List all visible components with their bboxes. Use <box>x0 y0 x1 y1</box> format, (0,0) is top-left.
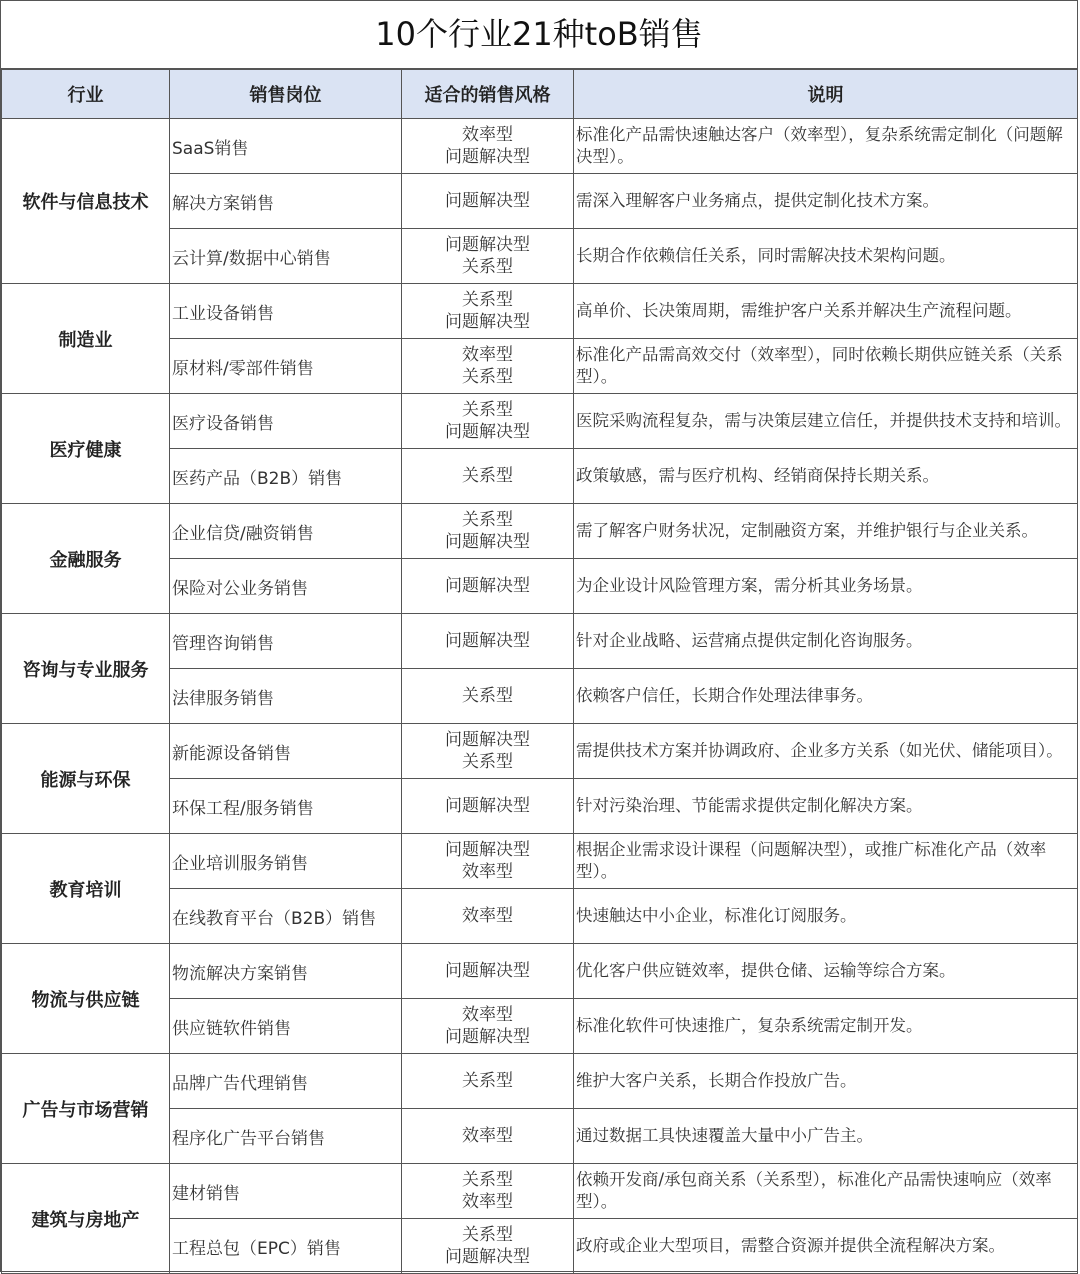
style-tag: 效率型 <box>462 1005 513 1025</box>
style-tag: 问题解决型 <box>445 576 530 596</box>
table-row <box>2 1164 1078 1219</box>
style-tag: 关系型 <box>462 752 513 772</box>
description-cell: 政府或企业大型项目，需整合资源并提供全流程解决方案。 <box>574 1219 1078 1274</box>
header-style: 适合的销售风格 <box>402 70 574 119</box>
description-cell: 通过数据工具快速覆盖大量中小广告主。 <box>574 1109 1078 1164</box>
table-row <box>2 1054 1078 1109</box>
page-title: 10个行业21种toB销售 <box>1 1 1077 69</box>
role-cell: 新能源设备销售 <box>170 724 402 779</box>
industry-cell: 广告与市场营销 <box>2 1054 170 1164</box>
role-cell: 企业信贷/融资销售 <box>170 504 402 559</box>
style-cell <box>402 174 574 229</box>
style-cell <box>402 614 574 669</box>
description-cell: 长期合作依赖信任关系，同时需解决技术架构问题。 <box>574 229 1078 284</box>
style-tag: 问题解决型 <box>445 147 530 167</box>
style-tag: 问题解决型 <box>445 631 530 651</box>
style-cell <box>402 999 574 1054</box>
description-cell: 标准化产品需快速触达客户（效率型），复杂系统需定制化（问题解决型）。 <box>574 119 1078 174</box>
description-cell: 优化客户供应链效率，提供仓储、运输等综合方案。 <box>574 944 1078 999</box>
header-industry: 行业 <box>2 70 170 119</box>
role-cell: 工程总包（EPC）销售 <box>170 1219 402 1274</box>
style-tag: 效率型 <box>462 906 513 926</box>
role-cell: 解决方案销售 <box>170 174 402 229</box>
style-tag: 效率型 <box>462 125 513 145</box>
style-tag: 关系型 <box>462 1225 513 1245</box>
style-tag: 关系型 <box>462 290 513 310</box>
style-tag: 效率型 <box>462 862 513 882</box>
style-cell <box>402 1164 574 1219</box>
industry-cell: 制造业 <box>2 284 170 394</box>
style-cell <box>402 559 574 614</box>
table-row <box>2 504 1078 559</box>
description-cell: 为企业设计风险管理方案，需分析其业务场景。 <box>574 559 1078 614</box>
style-cell <box>402 889 574 944</box>
description-cell: 标准化产品需高效交付（效率型），同时依赖长期供应链关系（关系型）。 <box>574 339 1078 394</box>
style-tag: 问题解决型 <box>445 422 530 442</box>
style-tag: 问题解决型 <box>445 312 530 332</box>
style-tag: 关系型 <box>462 1071 513 1091</box>
description-cell: 针对企业战略、运营痛点提供定制化咨询服务。 <box>574 614 1078 669</box>
role-cell: 保险对公业务销售 <box>170 559 402 614</box>
table-row <box>2 944 1078 999</box>
style-cell <box>402 339 574 394</box>
style-cell <box>402 1054 574 1109</box>
style-tag: 问题解决型 <box>445 235 530 255</box>
style-cell <box>402 944 574 999</box>
style-cell <box>402 1219 574 1274</box>
style-tag: 关系型 <box>462 257 513 277</box>
industry-cell: 医疗健康 <box>2 394 170 504</box>
role-cell: 法律服务销售 <box>170 669 402 724</box>
style-cell <box>402 1109 574 1164</box>
style-tag: 关系型 <box>462 686 513 706</box>
role-cell: 原材料/零部件销售 <box>170 339 402 394</box>
style-cell <box>402 834 574 889</box>
style-tag: 效率型 <box>462 1126 513 1146</box>
table-header-row <box>2 70 1078 119</box>
role-cell: 程序化广告平台销售 <box>170 1109 402 1164</box>
description-cell: 快速触达中小企业，标准化订阅服务。 <box>574 889 1078 944</box>
style-tag: 关系型 <box>462 367 513 387</box>
description-cell: 依赖开发商/承包商关系（关系型），标准化产品需快速响应（效率型）。 <box>574 1164 1078 1219</box>
style-cell <box>402 504 574 559</box>
description-cell: 针对污染治理、节能需求提供定制化解决方案。 <box>574 779 1078 834</box>
table-row <box>2 284 1078 339</box>
style-cell <box>402 724 574 779</box>
table-body <box>2 119 1078 1274</box>
style-tag: 问题解决型 <box>445 840 530 860</box>
style-tag: 问题解决型 <box>445 730 530 750</box>
style-cell <box>402 779 574 834</box>
style-tag: 问题解决型 <box>445 191 530 211</box>
style-tag: 问题解决型 <box>445 961 530 981</box>
role-cell: 云计算/数据中心销售 <box>170 229 402 284</box>
style-tag: 关系型 <box>462 400 513 420</box>
role-cell: 建材销售 <box>170 1164 402 1219</box>
style-cell <box>402 229 574 284</box>
description-cell: 高单价、长决策周期，需维护客户关系并解决生产流程问题。 <box>574 284 1078 339</box>
style-tag: 效率型 <box>462 1192 513 1212</box>
description-cell: 需提供技术方案并协调政府、企业多方关系（如光伏、储能项目）。 <box>574 724 1078 779</box>
style-tag: 关系型 <box>462 466 513 486</box>
description-cell: 标准化软件可快速推广，复杂系统需定制开发。 <box>574 999 1078 1054</box>
style-tag: 关系型 <box>462 1170 513 1190</box>
header-desc: 说明 <box>574 70 1078 119</box>
style-cell <box>402 284 574 339</box>
style-tag: 问题解决型 <box>445 796 530 816</box>
industry-cell: 金融服务 <box>2 504 170 614</box>
role-cell: 物流解决方案销售 <box>170 944 402 999</box>
industry-cell: 建筑与房地产 <box>2 1164 170 1274</box>
role-cell: SaaS销售 <box>170 119 402 174</box>
description-cell: 政策敏感，需与医疗机构、经销商保持长期关系。 <box>574 449 1078 504</box>
role-cell: 在线教育平台（B2B）销售 <box>170 889 402 944</box>
industry-cell: 软件与信息技术 <box>2 119 170 284</box>
role-cell: 工业设备销售 <box>170 284 402 339</box>
style-cell <box>402 449 574 504</box>
industry-cell: 咨询与专业服务 <box>2 614 170 724</box>
description-cell: 医院采购流程复杂，需与决策层建立信任，并提供技术支持和培训。 <box>574 394 1078 449</box>
table-row <box>2 394 1078 449</box>
description-cell: 根据企业需求设计课程（问题解决型），或推广标准化产品（效率型）。 <box>574 834 1078 889</box>
role-cell: 供应链软件销售 <box>170 999 402 1054</box>
description-cell: 需深入理解客户业务痛点，提供定制化技术方案。 <box>574 174 1078 229</box>
style-tag: 问题解决型 <box>445 532 530 552</box>
role-cell: 医药产品（B2B）销售 <box>170 449 402 504</box>
style-tag: 问题解决型 <box>445 1247 530 1267</box>
style-tag: 问题解决型 <box>445 1027 530 1047</box>
table-row <box>2 614 1078 669</box>
style-cell <box>402 119 574 174</box>
industry-cell: 物流与供应链 <box>2 944 170 1054</box>
role-cell: 品牌广告代理销售 <box>170 1054 402 1109</box>
industry-cell: 能源与环保 <box>2 724 170 834</box>
header-role: 销售岗位 <box>170 70 402 119</box>
style-cell <box>402 669 574 724</box>
table-row <box>2 724 1078 779</box>
industry-cell: 教育培训 <box>2 834 170 944</box>
style-tag: 关系型 <box>462 510 513 530</box>
table-row <box>2 834 1078 889</box>
description-cell: 需了解客户财务状况，定制融资方案，并维护银行与企业关系。 <box>574 504 1078 559</box>
description-cell: 依赖客户信任，长期合作处理法律事务。 <box>574 669 1078 724</box>
style-tag: 效率型 <box>462 345 513 365</box>
role-cell: 管理咨询销售 <box>170 614 402 669</box>
style-cell <box>402 394 574 449</box>
table-row <box>2 119 1078 174</box>
sales-table <box>1 69 1078 1274</box>
role-cell: 企业培训服务销售 <box>170 834 402 889</box>
role-cell: 医疗设备销售 <box>170 394 402 449</box>
role-cell: 环保工程/服务销售 <box>170 779 402 834</box>
description-cell: 维护大客户关系，长期合作投放广告。 <box>574 1054 1078 1109</box>
